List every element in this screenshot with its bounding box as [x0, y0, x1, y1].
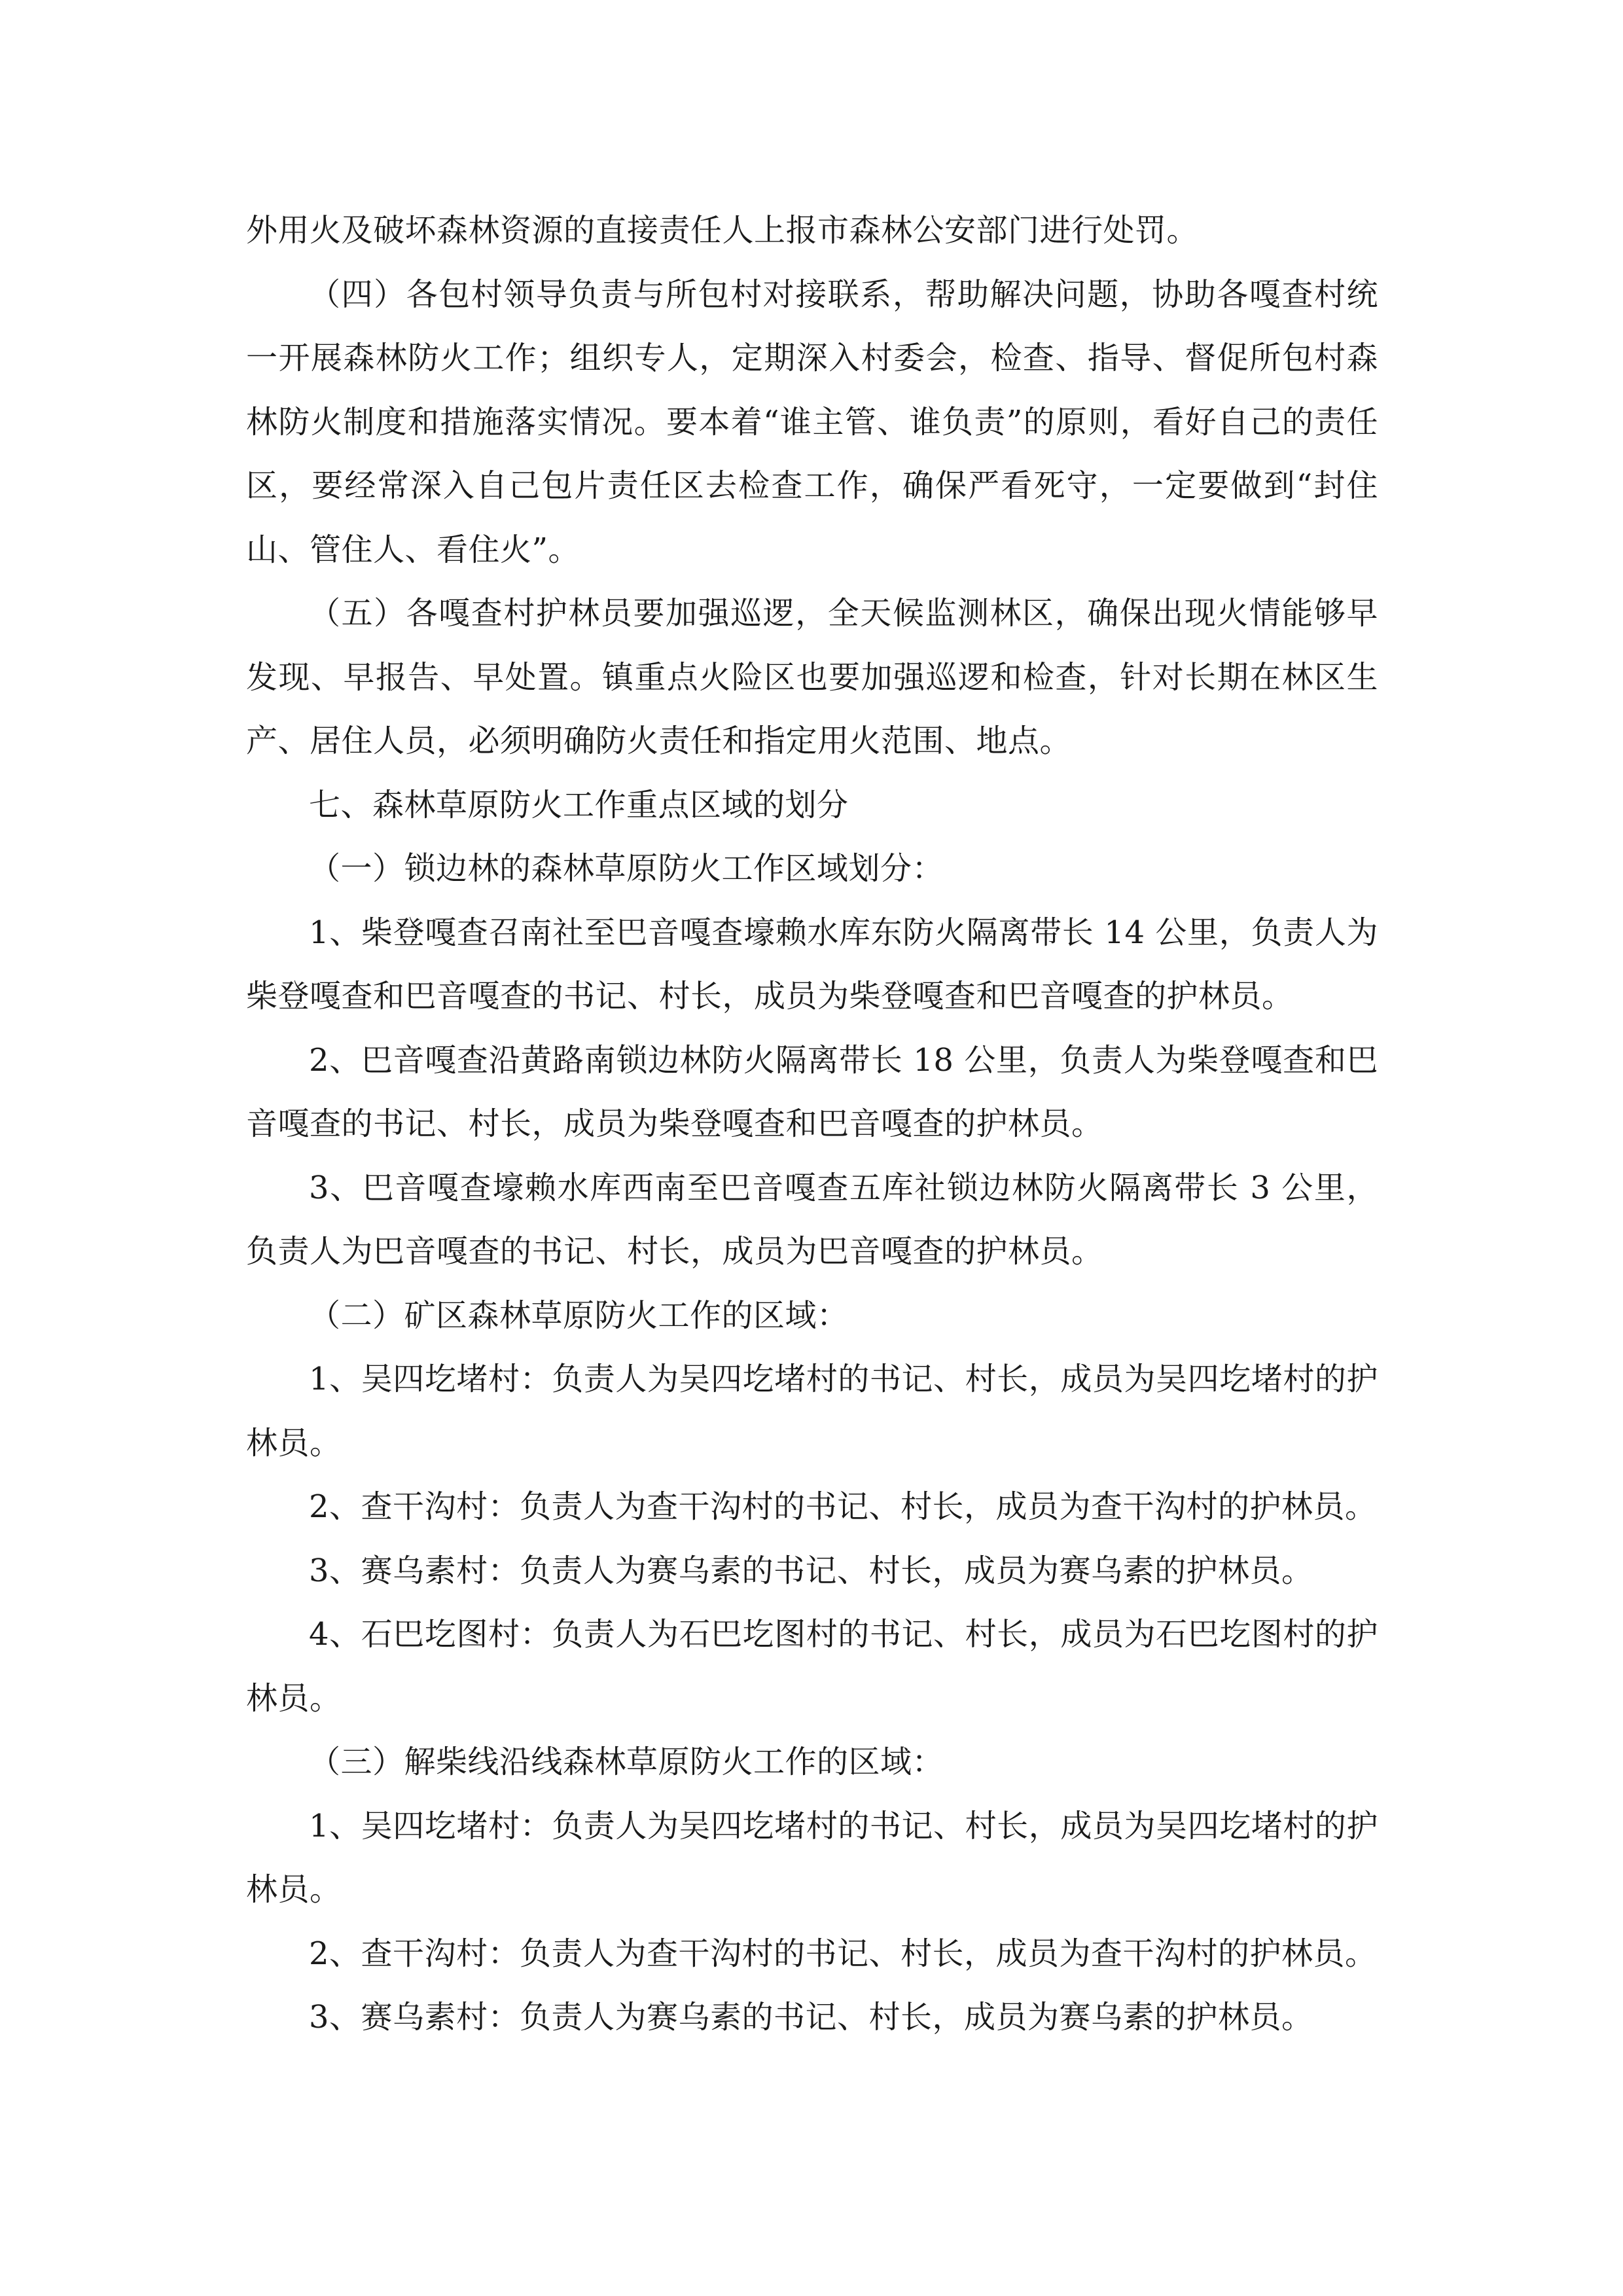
- list-item: 4、石巴圪图村：负责人为石巴圪图村的书记、村长，成员为石巴圪图村的护林员。: [246, 1616, 1378, 1717]
- subsection-heading-three: （三）解柴线沿线森林草原防火工作的区域：: [309, 1744, 944, 1780]
- list-item: 2、巴音嘎查沿黄路南锁边林防火隔离带长 18 公里，负责人为柴登嘎查和巴音嘎查的书记、村长，成员为柴登嘎查和巴音嘎查的护林员。: [246, 1041, 1378, 1142]
- list-item: 1、吴四圪堵村：负责人为吴四圪堵村的书记、村长，成员为吴四圪堵村的护林员。: [246, 1361, 1378, 1462]
- subsection-heading-one: （一）锁边林的森林草原防火工作区域划分：: [309, 850, 944, 887]
- list-item: 2、查干沟村：负责人为查干沟村的书记、村长，成员为查干沟村的护林员。: [309, 1935, 1377, 1972]
- section-heading-seven: 七、森林草原防火工作重点区域的划分: [309, 786, 849, 823]
- paragraph-continuation: 外用火及破坏森林资源的直接责任人上报市森林公安部门进行处罚。: [246, 212, 1199, 249]
- list-item: 1、柴登嘎查召南社至巴音嘎查壕赖水库东防火隔离带长 14 公里，负责人为柴登嘎查和巴音嘎查的书记、村长，成员为柴登嘎查和巴音嘎查的护林员。: [246, 914, 1378, 1014]
- document-body: [246, 199, 1378, 2050]
- subsection-heading-two: （二）矿区森林草原防火工作的区域：: [309, 1297, 849, 1334]
- list-item: 3、巴音嘎查壕赖水库西南至巴音嘎查五库社锁边林防火隔离带长 3 公里，负责人为巴音嘎查的书记、村长，成员为巴音嘎查的护林员。: [246, 1169, 1378, 1270]
- paragraph-item-five: （五）各嘎查村护林员要加强巡逻，全天候监测林区，确保出现火情能够早发现、早报告、早处置。镇重点火险区也要加强巡逻和检查，针对长期在林区生产、居住人员，必须明确防火责任和指定用火范围、地点。: [246, 595, 1378, 759]
- paragraph-item-four: （四）各包村领导负责与所包村对接联系，帮助解决问题，协助各嘎查村统一开展森林防火工作；组织专人，定期深入村委会，检查、指导、督促所包村森林防火制度和措施落实情况。要本着“谁主管、谁负责”的原则，看好自己的责任区，要经常深入自己包片责任区去检查工作，确保严看死守，一定要做到“封住山、管住人、看住火”。: [246, 276, 1378, 568]
- list-item: 1、吴四圪堵村：负责人为吴四圪堵村的书记、村长，成员为吴四圪堵村的护林员。: [246, 1807, 1378, 1908]
- list-item: 2、查干沟村：负责人为查干沟村的书记、村长，成员为查干沟村的护林员。: [309, 1488, 1377, 1525]
- list-item: 3、赛乌素村：负责人为赛乌素的书记、村长，成员为赛乌素的护林员。: [309, 1999, 1313, 2036]
- list-item: 3、赛乌素村：负责人为赛乌素的书记、村长，成员为赛乌素的护林员。: [309, 1552, 1313, 1589]
